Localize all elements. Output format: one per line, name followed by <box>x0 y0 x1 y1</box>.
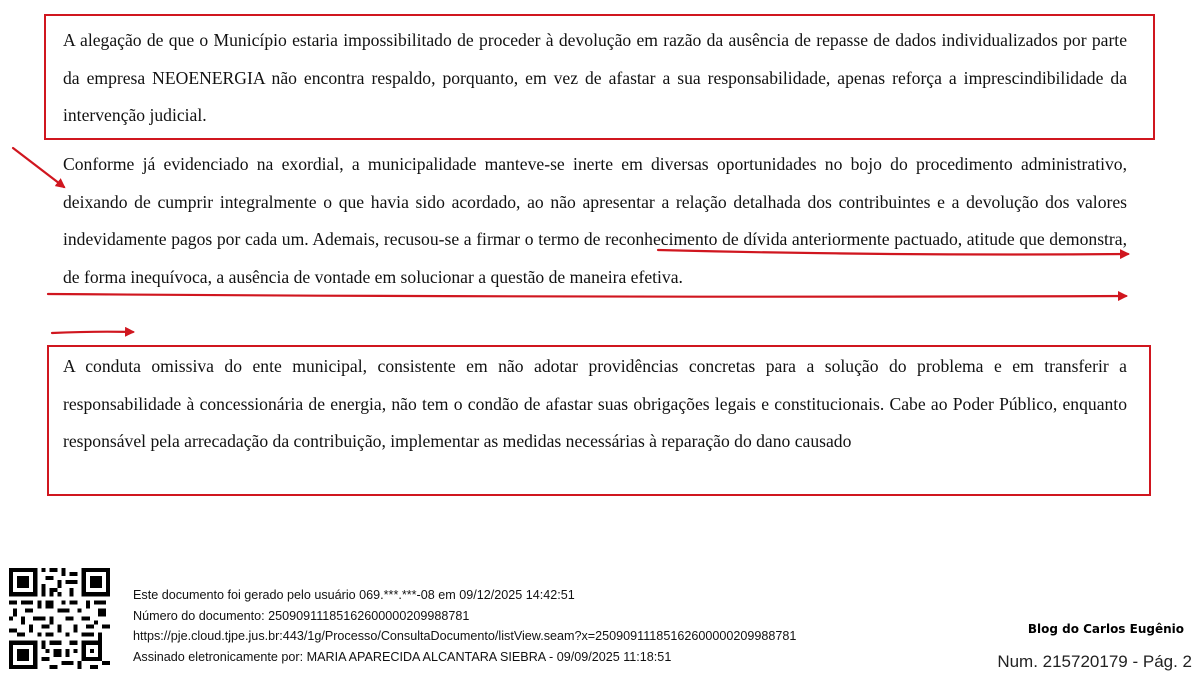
footer-url: https://pje.cloud.tjpe.jus.br:443/1g/Processo/ConsultaDocumento/listView.seam?x=25090911185162600000209988781 <box>133 629 797 643</box>
underline-arrow-3 <box>52 332 133 333</box>
footer-generated-by: Este documento foi gerado pelo usuário 069.***.***-08 em 09/12/2025 14:42:51 <box>133 588 575 602</box>
paragraph-1: A alegação de que o Município estaria impossibilitado de proceder à devolução em razão da ausência de repasse de dados individualizados por parte da empresa NEOENERGIA não encontra respaldo, porquanto, em vez de afastar a sua responsabilidade, apenas reforça a imprescindibilidade da intervenção judicial. <box>63 30 1127 125</box>
page-number: Num. 215720179 - Pág. 2 <box>997 652 1192 671</box>
footer-document-number: Número do documento: 25090911185162600000209988781 <box>133 608 470 623</box>
blog-watermark: Blog do Carlos Eugênio <box>1027 622 1184 636</box>
diagonal-arrow <box>13 148 64 187</box>
document-footer <box>133 585 796 667</box>
qr-code-icon <box>9 568 110 669</box>
footer-signature: Assinado eletronicamente por: MARIA APARECIDA ALCANTARA SIEBRA - 09/09/2025 11:18:51 <box>133 649 672 664</box>
paragraph-2: Conforme já evidenciado na exordial, a municipalidade manteve-se inerte em diversas oportunidades no bojo do procedimento administrativo, deixando de cumprir integralmente o que havia sido acordado, ao não apresentar a relação detalhada dos contribuintes e a devolução dos valores indevidamente pagos por cada um. Ademais, recusou-se a firmar o termo de reconhecimento de dívida anteriormente pactuado, atitude que demonstra, de forma inequívoca, a ausência de vontade em solucionar a questão de maneira efetiva. <box>63 154 1127 287</box>
paragraph-3: A conduta omissiva do ente municipal, consistente em não adotar providências concretas para a solução do problema e em transferir a responsabilidade à concessionária de energia, não tem o condão de afastar suas obrigações legais e constitucionais. Cabe ao Poder Público, enquanto responsável pela arrecadação da contribuição, implementar as medidas necessárias à reparação do dano causado <box>63 356 1127 451</box>
